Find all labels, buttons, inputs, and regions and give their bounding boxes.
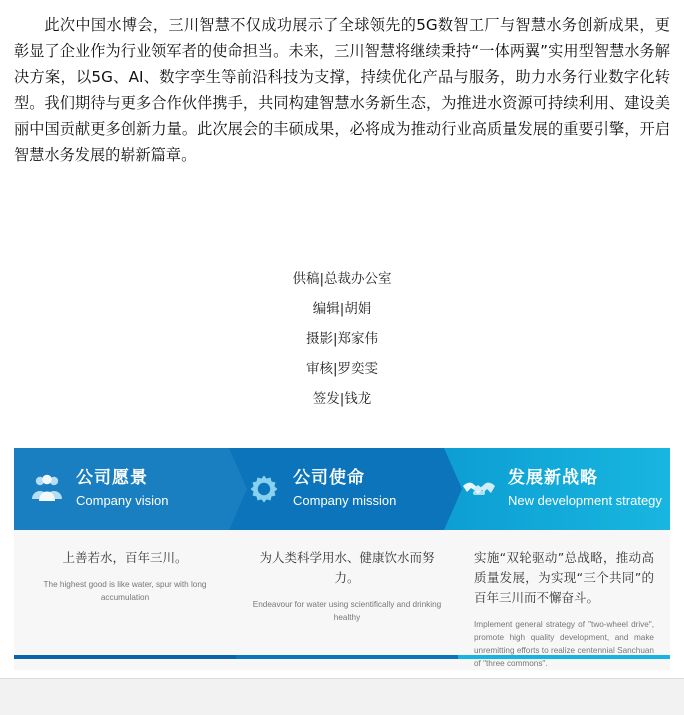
credit-line: 供稿|总裁办公室 bbox=[292, 271, 392, 287]
banner-title: 发展新战略 bbox=[508, 468, 598, 489]
banner-title: 公司愿景 bbox=[76, 468, 148, 489]
vision-mission-strategy-banner bbox=[14, 448, 670, 670]
column-mission bbox=[236, 548, 458, 670]
handshake-icon bbox=[460, 470, 498, 508]
rule-segment-vision bbox=[14, 655, 236, 659]
banner-subtitle: Company vision bbox=[76, 492, 169, 508]
credit-line: 审核|罗奕雯 bbox=[305, 361, 379, 377]
banner-title: 公司使命 bbox=[293, 468, 365, 489]
banner-segment-vision bbox=[14, 448, 229, 530]
column-text-en: Implement general strategy of "two-wheel drive", promote high quality development, and make unremitting efforts to realize centennial Sanchuan of "three commons". bbox=[474, 620, 654, 668]
column-text-cn: 实施“双轮驱动”总战略，推动高质量发展，为实现“三个共同”的百年三川而不懈奋斗。 bbox=[474, 550, 654, 605]
column-text-en: The highest good is like water, spur with long accumulation bbox=[43, 580, 207, 602]
credit-line: 编辑|胡娟 bbox=[312, 301, 372, 317]
banner-segment-text bbox=[293, 469, 396, 508]
rule-segment-strategy bbox=[458, 655, 670, 659]
credit-line: 摄影|郑家伟 bbox=[305, 331, 379, 347]
article-paragraph: 此次中国水博会，三川智慧不仅成功展示了全球领先的5G数智工厂与智慧水务创新成果，更彰显了企业作为行业领军者的使命担当。未来，三川智慧将继续秉持“一体两翼”实用型智慧水务解决方案，以5G、AI、数字孪生等前沿科技为支撑，持续优化产品与服务，助力水务行业数字化转型。我们期待与更多合作伙伴携手，共同构建智慧水务新生态，为推进水资源可持续利用、建设美丽中国贡献更多创新力量。此次展会的丰硕成果，必将成为推动行业高质量发展的重要引擎，开启智慧水务发展的崭新篇章。 bbox=[14, 16, 670, 164]
gear-icon bbox=[245, 470, 283, 508]
column-strategy bbox=[458, 548, 670, 670]
credits-block bbox=[14, 264, 670, 414]
banner-segment-text bbox=[508, 469, 662, 508]
column-text-en: Endeavour for water using scientifically and drinking healthy bbox=[252, 600, 442, 622]
banner-bottom-rule bbox=[14, 655, 670, 659]
footer-bar bbox=[0, 678, 684, 715]
column-text-cn: 为人类科学用水、健康饮水而努力。 bbox=[259, 550, 435, 585]
banner-segment-text bbox=[76, 469, 169, 508]
banner-segment-mission bbox=[229, 448, 444, 530]
banner-bar bbox=[14, 448, 670, 530]
banner-segment-strategy bbox=[444, 448, 670, 530]
credit-line: 签发|钱龙 bbox=[312, 391, 372, 407]
column-text-cn: 上善若水，百年三川。 bbox=[62, 550, 188, 565]
banner-content-columns bbox=[14, 530, 670, 670]
banner-subtitle: Company mission bbox=[293, 492, 397, 508]
people-icon bbox=[28, 470, 66, 508]
banner-subtitle: New development strategy bbox=[508, 492, 662, 508]
rule-segment-mission bbox=[236, 655, 458, 659]
column-vision bbox=[14, 548, 236, 670]
